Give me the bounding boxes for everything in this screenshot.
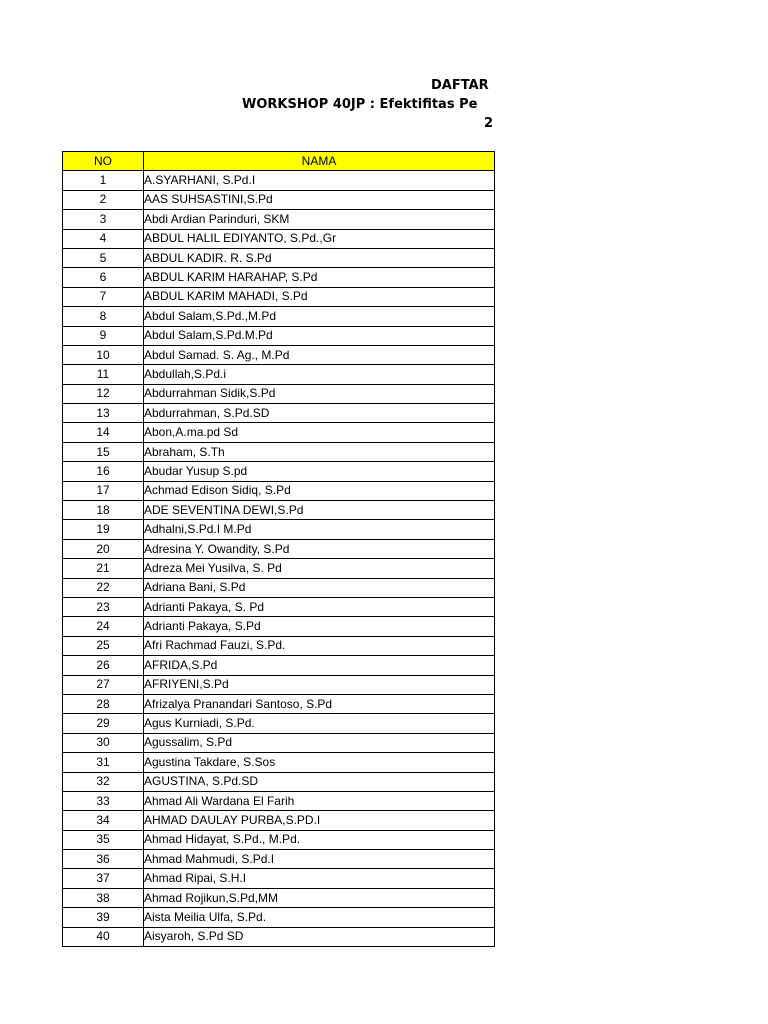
table-row [63, 811, 495, 830]
title-line-1: DAFTAR [431, 78, 489, 93]
participant-name: Afrizalya Pranandari Santoso, S.Pd [144, 694, 495, 713]
participant-name: Ahmad Hidayat, S.Pd., M.Pd. [144, 830, 495, 849]
participant-table [62, 151, 495, 947]
table-row [63, 481, 495, 500]
row-number: 25 [63, 636, 144, 655]
participant-name: Adresina Y. Owandity, S.Pd [144, 539, 495, 558]
row-number: 40 [63, 927, 144, 946]
participant-name: AHMAD DAULAY PURBA,S.PD.I [144, 811, 495, 830]
table-row [63, 830, 495, 849]
participant-name: Aista Meilia Ulfa, S.Pd. [144, 908, 495, 927]
row-number: 7 [63, 287, 144, 306]
row-number: 30 [63, 733, 144, 752]
participant-name: AAS SUHSASTINI,S.Pd [144, 190, 495, 209]
table-row [63, 268, 495, 287]
table-row [63, 462, 495, 481]
column-header-no: NO [63, 152, 144, 171]
participant-name: ABDUL KARIM HARAHAP, S.Pd [144, 268, 495, 287]
participant-name: Abdurrahman Sidik,S.Pd [144, 384, 495, 403]
row-number: 13 [63, 404, 144, 423]
participant-name: ABDUL HALIL EDIYANTO, S.Pd.,Gr [144, 229, 495, 248]
participant-name: Adreza Mei Yusilva, S. Pd [144, 559, 495, 578]
participant-name: Abdul Salam,S.Pd.M.Pd [144, 326, 495, 345]
participant-name: AFRIDA,S.Pd [144, 656, 495, 675]
participant-name: ABDUL KADIR. R. S.Pd [144, 248, 495, 267]
table-row [63, 714, 495, 733]
participant-name: Abudar Yusup S.pd [144, 462, 495, 481]
row-number: 16 [63, 462, 144, 481]
table-row [63, 384, 495, 403]
table-row [63, 753, 495, 772]
row-number: 18 [63, 501, 144, 520]
table-row [63, 617, 495, 636]
table-row [63, 636, 495, 655]
participant-name: Achmad Edison Sidiq, S.Pd [144, 481, 495, 500]
table-body [63, 171, 495, 947]
participant-name: AFRIYENI,S.Pd [144, 675, 495, 694]
column-header-name: NAMA [144, 152, 495, 171]
table-row [63, 501, 495, 520]
table-row [63, 442, 495, 461]
participant-name: Adhalni,S.Pd.I M.Pd [144, 520, 495, 539]
table-row [63, 423, 495, 442]
table-row [63, 733, 495, 752]
participant-name: Abdul Salam,S.Pd.,M.Pd [144, 307, 495, 326]
row-number: 34 [63, 811, 144, 830]
row-number: 6 [63, 268, 144, 287]
participant-name: Abdi Ardian Parinduri, SKM [144, 210, 495, 229]
table-row [63, 210, 495, 229]
participant-name: Abdullah,S.Pd.i [144, 365, 495, 384]
title-line-3: 2 [484, 116, 493, 131]
table-row [63, 791, 495, 810]
participant-name: Agussalim, S.Pd [144, 733, 495, 752]
table-row [63, 908, 495, 927]
participant-name: Ahmad Ripai, S.H.I [144, 869, 495, 888]
participant-name: A.SYARHANI, S.Pd.I [144, 171, 495, 190]
table-row [63, 520, 495, 539]
table-row [63, 365, 495, 384]
row-number: 33 [63, 791, 144, 810]
participant-name: Agustina Takdare, S.Sos [144, 753, 495, 772]
participant-name: Agus Kurniadi, S.Pd. [144, 714, 495, 733]
table-row [63, 772, 495, 791]
table-row [63, 171, 495, 190]
participant-name: Adrianti Pakaya, S. Pd [144, 597, 495, 616]
participant-name: AGUSTINA, S.Pd.SD [144, 772, 495, 791]
table-row [63, 539, 495, 558]
row-number: 19 [63, 520, 144, 539]
row-number: 4 [63, 229, 144, 248]
participant-name: Abon,A.ma.pd Sd [144, 423, 495, 442]
row-number: 10 [63, 345, 144, 364]
table-row [63, 927, 495, 946]
participant-name: Afri Rachmad Fauzi, S.Pd. [144, 636, 495, 655]
table-row [63, 675, 495, 694]
row-number: 32 [63, 772, 144, 791]
table-row [63, 307, 495, 326]
participant-name: Abdurrahman, S.Pd.SD [144, 404, 495, 423]
row-number: 27 [63, 675, 144, 694]
participant-name: ABDUL KARIM MAHADI, S.Pd [144, 287, 495, 306]
table-row [63, 656, 495, 675]
row-number: 31 [63, 753, 144, 772]
row-number: 17 [63, 481, 144, 500]
table-row [63, 326, 495, 345]
table-row [63, 850, 495, 869]
row-number: 22 [63, 578, 144, 597]
table-row [63, 694, 495, 713]
row-number: 37 [63, 869, 144, 888]
participant-name: Abraham, S.Th [144, 442, 495, 461]
participant-name: Ahmad Rojikun,S.Pd,MM [144, 888, 495, 907]
row-number: 35 [63, 830, 144, 849]
row-number: 36 [63, 850, 144, 869]
row-number: 38 [63, 888, 144, 907]
table-row [63, 248, 495, 267]
row-number: 26 [63, 656, 144, 675]
participant-name: Adrianti Pakaya, S.Pd [144, 617, 495, 636]
table-row [63, 229, 495, 248]
row-number: 15 [63, 442, 144, 461]
participant-name: Aisyaroh, S.Pd SD [144, 927, 495, 946]
title-line-2: WORKSHOP 40JP : Efektifitas Pe [242, 97, 478, 112]
row-number: 23 [63, 597, 144, 616]
document-title [0, 72, 493, 132]
table-row [63, 578, 495, 597]
row-number: 9 [63, 326, 144, 345]
table-row [63, 345, 495, 364]
row-number: 2 [63, 190, 144, 209]
table-row [63, 287, 495, 306]
row-number: 24 [63, 617, 144, 636]
participant-name: Abdul Samad. S. Ag., M.Pd [144, 345, 495, 364]
row-number: 29 [63, 714, 144, 733]
participant-name: ADE SEVENTINA DEWI,S.Pd [144, 501, 495, 520]
participant-name: Adriana Bani, S.Pd [144, 578, 495, 597]
table-header-row [63, 152, 495, 171]
row-number: 1 [63, 171, 144, 190]
table-row [63, 190, 495, 209]
participant-name: Ahmad Ali Wardana El Farih [144, 791, 495, 810]
row-number: 39 [63, 908, 144, 927]
table-row [63, 559, 495, 578]
row-number: 20 [63, 539, 144, 558]
participant-name: Ahmad Mahmudi, S.Pd.I [144, 850, 495, 869]
row-number: 21 [63, 559, 144, 578]
table-row [63, 888, 495, 907]
table-row [63, 597, 495, 616]
row-number: 11 [63, 365, 144, 384]
row-number: 28 [63, 694, 144, 713]
row-number: 5 [63, 248, 144, 267]
row-number: 3 [63, 210, 144, 229]
row-number: 8 [63, 307, 144, 326]
row-number: 14 [63, 423, 144, 442]
table-row [63, 869, 495, 888]
row-number: 12 [63, 384, 144, 403]
table-row [63, 404, 495, 423]
